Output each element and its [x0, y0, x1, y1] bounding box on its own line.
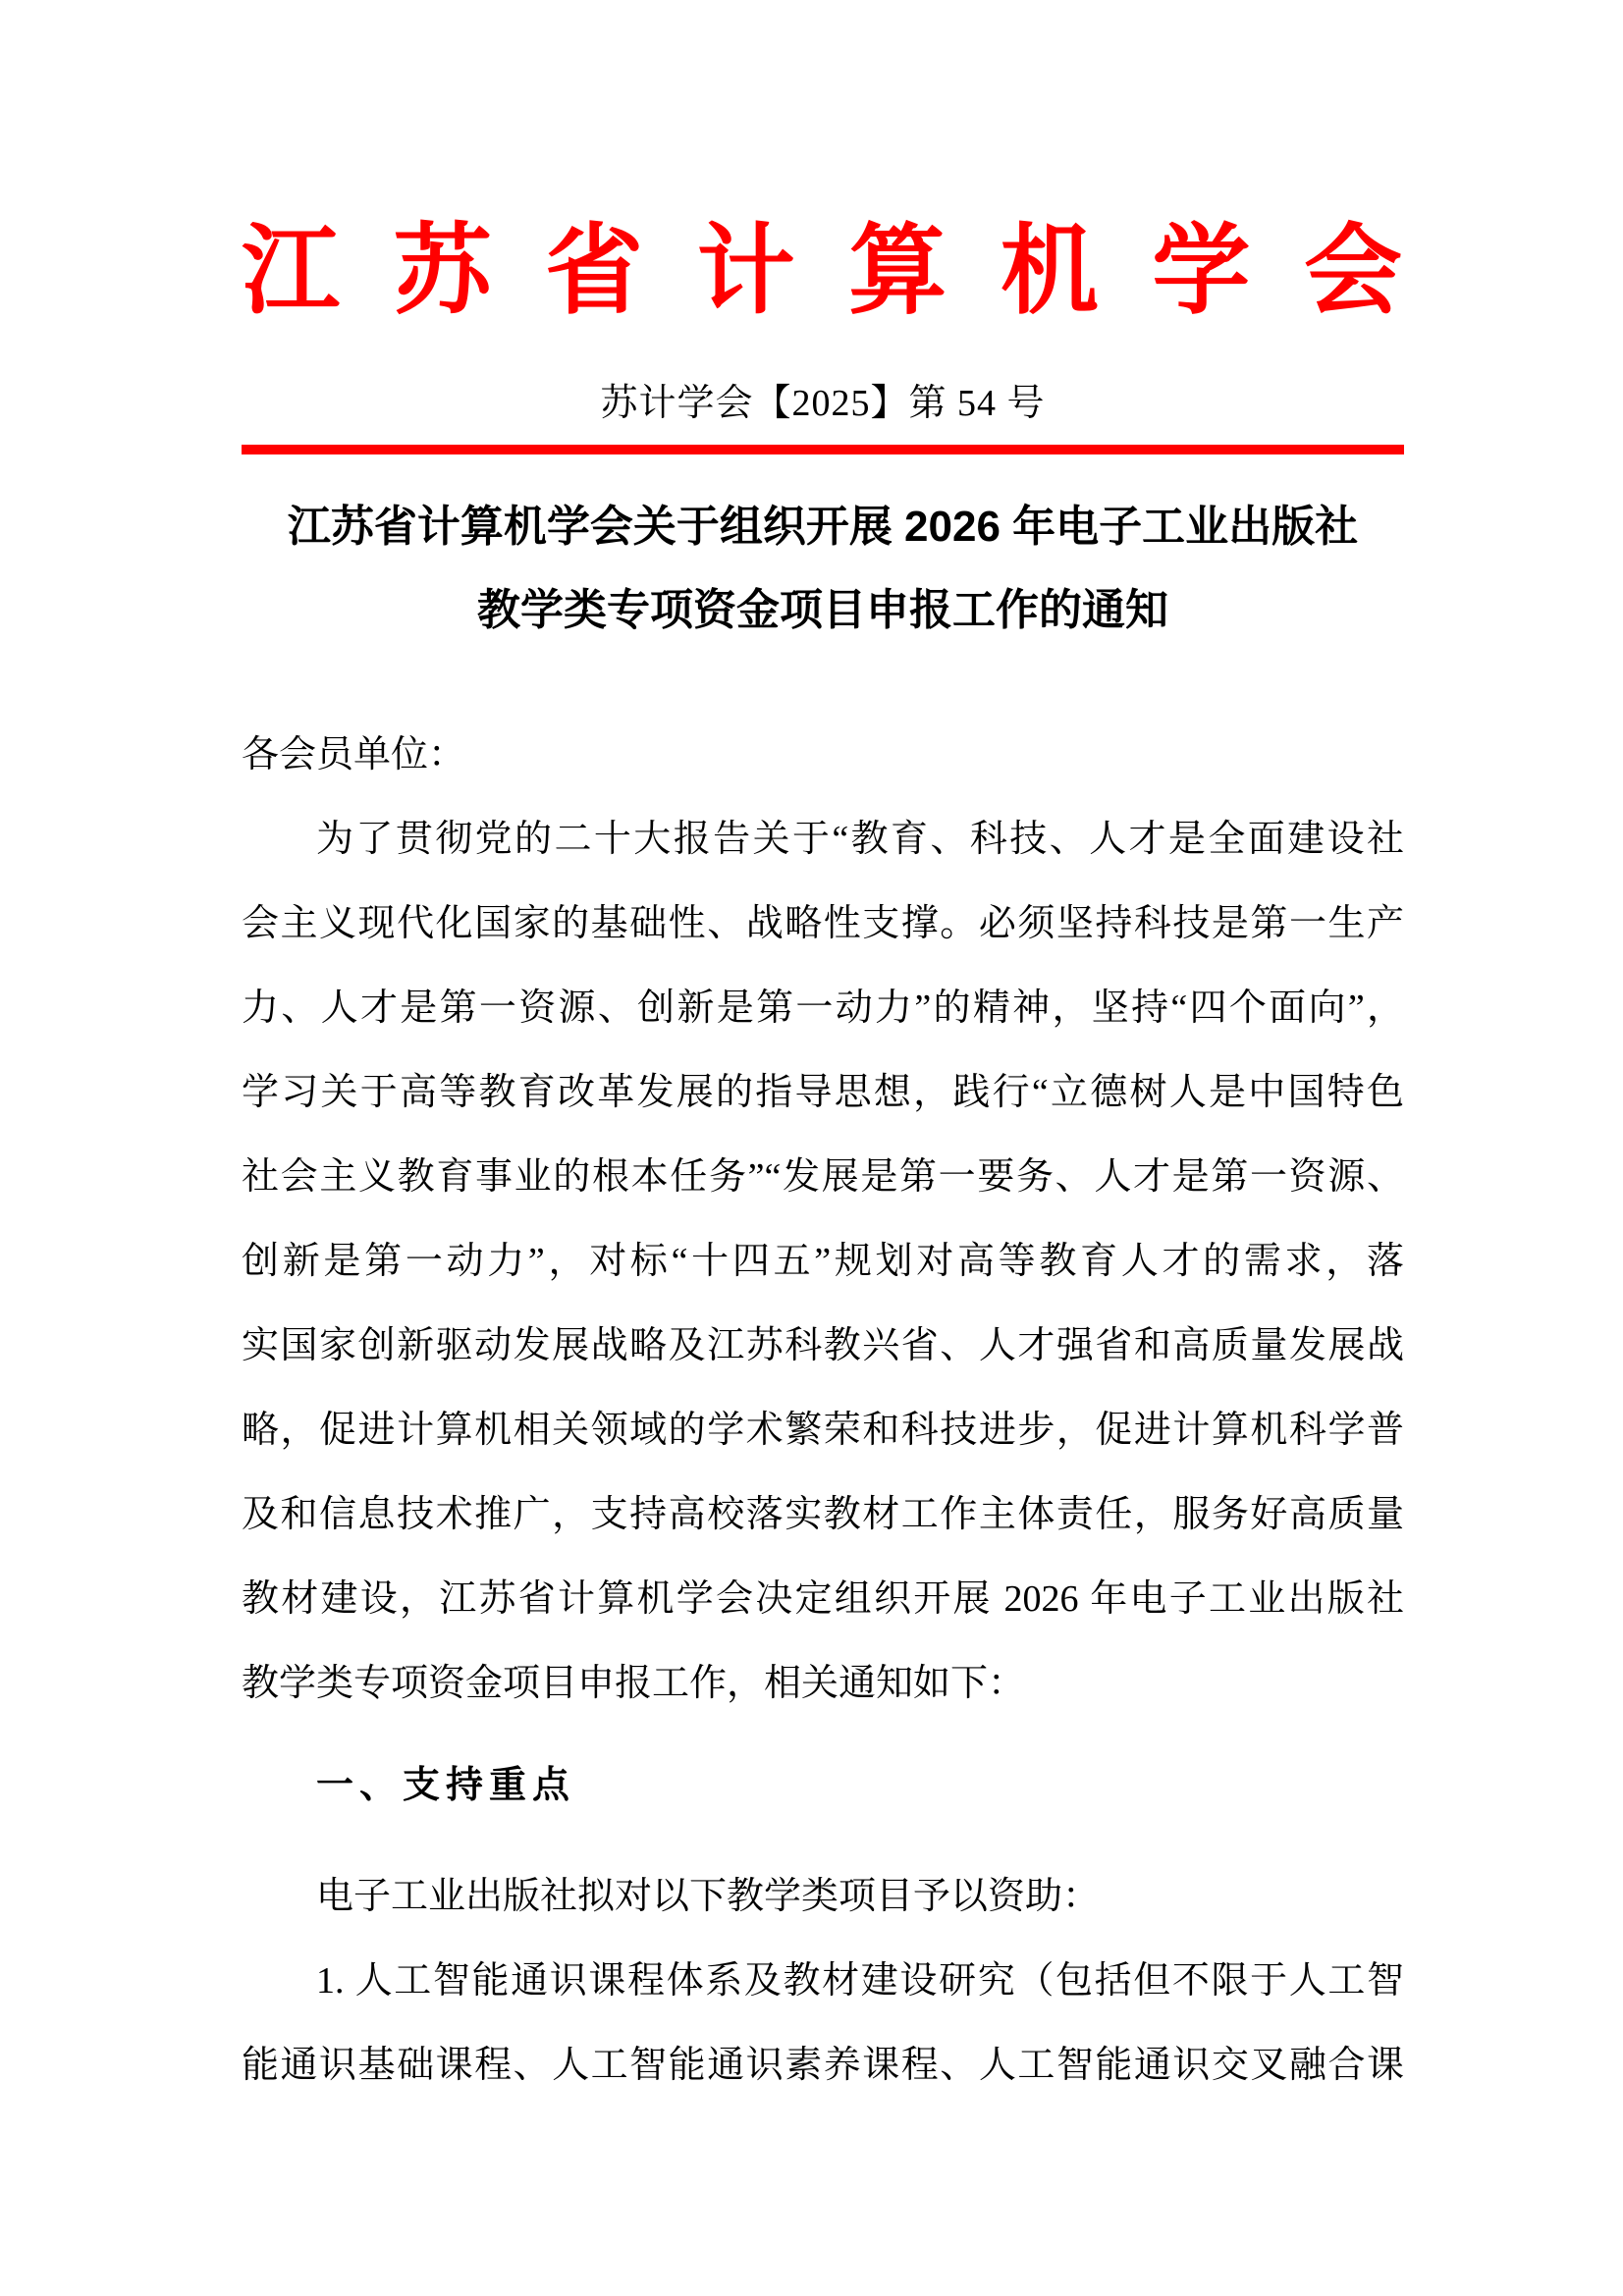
paragraph-line: 学习关于高等教育改革发展的指导思想，践行“立德树人是中国特色: [242, 1072, 1404, 1113]
paragraph-line: 教学类专项资金项目申报工作，相关通知如下：: [242, 1663, 1026, 1704]
section-1-intro: 电子工业出版社拟对以下教学类项目予以资助：: [316, 1876, 1101, 1917]
paragraph-line: 力、人才是第一资源、创新是第一动力”的精神，坚持“四个面向”，: [242, 988, 1404, 1029]
notice-title: [242, 485, 1404, 652]
list-item-line: 能通识基础课程、人工智能通识素养课程、人工智能通识交叉融合课: [242, 2045, 1404, 2086]
paragraph-line: 及和信息技术推广，支持高校落实教材工作主体责任，服务好高质量: [242, 1494, 1404, 1535]
section-1-item-1: [242, 1939, 1404, 2108]
paragraph-line: 教材建设，江苏省计算机学会决定组织开展 2026 年电子工业出版社: [242, 1578, 1404, 1620]
masthead-title: 江苏省计算机学会: [242, 217, 1404, 326]
section-1-heading: 一、支持重点: [316, 1765, 576, 1806]
notice-body: [242, 713, 1404, 2108]
paragraph-line: 社会主义教育事业的根本任务”“发展是第一要务、人才是第一资源、: [242, 1156, 1404, 1198]
notice-title-line-1: 江苏省计算机学会关于组织开展 2026 年电子工业出版社: [287, 503, 1359, 551]
paragraph-line: 实国家创新驱动发展战略及江苏科教兴省、人才强省和高质量发展战: [242, 1325, 1404, 1366]
notice-title-line-2: 教学类专项资金项目申报工作的通知: [477, 586, 1168, 634]
list-item-line: 1. 人工智能通识课程体系及教材建设研究（包括但不限于人工智: [316, 1960, 1404, 2002]
paragraph-1: [242, 797, 1404, 1726]
paragraph-line: 略，促进计算机相关领域的学术繁荣和科技进步，促进计算机科学普: [242, 1410, 1404, 1451]
paragraph-line: 为了贯彻党的二十大报告关于“教育、科技、人才是全面建设社: [316, 819, 1404, 860]
doc-number: 苏计学会【2025】第 54 号: [600, 383, 1046, 424]
paragraph-line: 创新是第一动力”，对标“十四五”规划对高等教育人才的需求，落: [242, 1241, 1404, 1282]
salutation: 各会员单位：: [242, 734, 466, 775]
paragraph-line: 会主义现代化国家的基础性、战略性支撑。必须坚持科技是第一生产: [242, 903, 1404, 944]
red-divider-line: [242, 445, 1404, 454]
